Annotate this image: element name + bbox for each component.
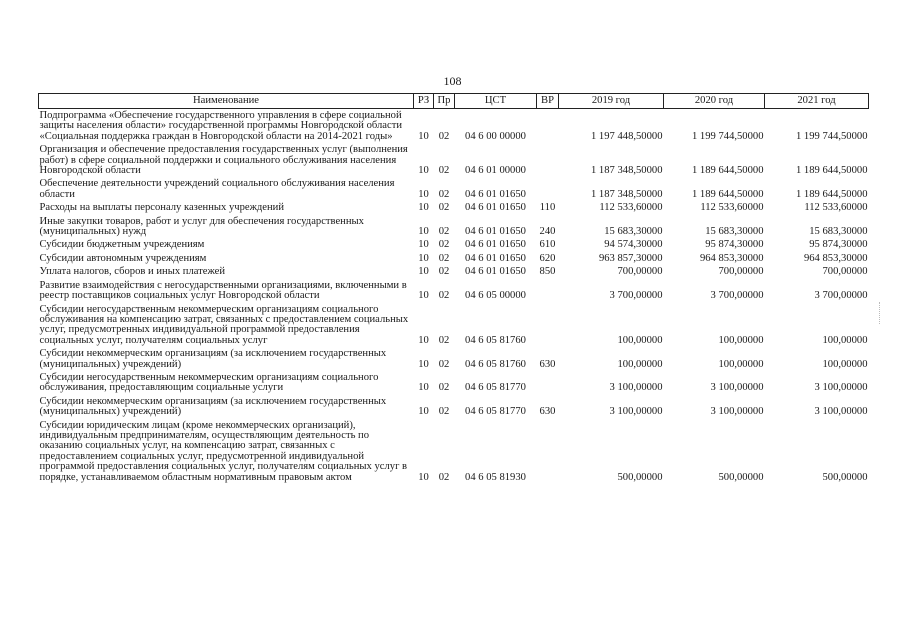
table-row [39, 143, 869, 177]
row-value-2019: 963 857,30000 [598, 252, 663, 264]
row-cst: 04 6 01 01650 [465, 266, 526, 278]
row-name: Субсидии юридическим лицам (кроме некоммерческих организаций), индивидуальным предпринимателям, осуществляющим деятельность по оказанию социальных услуг, на компенсацию затрат, связанных с предоставлением социальных услуг, предусмотренной индивидуальной программой предоставления социальных услуг, получателям социальных услуг в порядке, устанавливаемом областным нормативным правовым актом [39, 419, 408, 483]
row-value-2020: 112 533,60000 [700, 202, 764, 214]
row-pr: 02 [438, 165, 450, 177]
row-name: Субсидии некоммерческим организациям (за исключением государственных (муниципальных) учреждений) [39, 348, 387, 370]
row-cst: 04 6 01 01650 [465, 188, 526, 200]
row-pr: 02 [438, 239, 450, 251]
table-body [39, 109, 869, 485]
row-rz: 10 [418, 471, 429, 483]
row-cst: 04 6 05 81760 [465, 334, 526, 346]
row-cst: 04 6 05 81770 [465, 406, 526, 418]
row-pr: 02 [438, 130, 450, 142]
scan-artifact [879, 302, 882, 324]
row-name: Подпрограмма «Обеспечение государственного управления в сфере социальной защиты населения области» государственной программы Новгородской области «Социальная поддержка граждан в Новгородской области на 2014-2021 годы» [39, 110, 402, 142]
row-pr: 02 [438, 226, 450, 238]
row-value-2020: 700,00000 [718, 266, 764, 278]
row-pr: 02 [438, 406, 450, 418]
table-row [39, 252, 869, 265]
row-value-2019: 15 683,30000 [604, 226, 663, 238]
row-value-2020: 3 100,00000 [710, 382, 764, 394]
row-rz: 10 [418, 252, 429, 264]
row-rz: 10 [418, 358, 429, 370]
row-pr: 02 [438, 252, 450, 264]
table-row [39, 395, 869, 419]
row-pr: 02 [438, 334, 450, 346]
row-value-2021: 15 683,30000 [809, 226, 868, 238]
row-value-2019: 700,00000 [617, 266, 663, 278]
row-vr [537, 143, 559, 177]
row-rz: 10 [418, 290, 429, 302]
row-vr: 850 [539, 266, 556, 278]
row-value-2021: 95 874,30000 [809, 239, 868, 251]
table-row [39, 215, 869, 239]
row-rz: 10 [418, 334, 429, 346]
row-rz: 10 [418, 226, 429, 238]
row-value-2019: 1 197 448,50000 [590, 130, 663, 142]
row-value-2020: 15 683,30000 [705, 226, 764, 238]
row-vr [537, 177, 559, 201]
table-row [39, 347, 869, 371]
row-value-2021: 100,00000 [822, 358, 868, 370]
row-rz: 10 [418, 406, 429, 418]
row-vr [537, 371, 559, 395]
row-value-2019: 100,00000 [617, 358, 663, 370]
row-name: Субсидии автономным учреждениям [39, 252, 207, 264]
header-name: Наименование [39, 94, 414, 109]
table-row [39, 279, 869, 303]
row-value-2020: 3 700,00000 [710, 290, 764, 302]
row-value-2021: 1 189 644,50000 [795, 165, 868, 177]
row-name: Расходы на выплаты персоналу казенных учреждений [39, 202, 284, 214]
row-value-2020: 1 189 644,50000 [691, 165, 764, 177]
row-value-2021: 500,00000 [822, 471, 868, 483]
row-vr: 630 [539, 358, 556, 370]
row-value-2020: 1 189 644,50000 [691, 188, 764, 200]
row-value-2021: 700,00000 [822, 266, 868, 278]
row-cst: 04 6 01 00000 [465, 165, 526, 177]
row-name: Уплата налогов, сборов и иных платежей [39, 266, 226, 278]
row-vr [537, 303, 559, 348]
row-pr: 02 [438, 290, 450, 302]
row-value-2019: 112 533,60000 [599, 202, 663, 214]
row-value-2019: 3 700,00000 [609, 290, 663, 302]
row-name: Организация и обеспечение предоставления государственных услуг (выполнения работ) в сфере социальной поддержки и социального обслуживания населения Новгородской области [39, 144, 408, 177]
row-pr: 02 [438, 471, 450, 483]
table-row [39, 109, 869, 144]
row-value-2021: 1 189 644,50000 [795, 188, 868, 200]
row-value-2021: 112 533,60000 [804, 202, 868, 214]
row-cst: 04 6 05 00000 [465, 290, 526, 302]
row-name: Развитие взаимодействия с негосударственными организациями, включенными в реестр поставщиков социальных услуг Новгородской области [39, 279, 407, 302]
row-value-2021: 3 700,00000 [814, 290, 868, 302]
row-name: Иные закупки товаров, работ и услуг для обеспечения государственных (муниципальных) нужд [39, 215, 364, 238]
header-2019: 2019 год [559, 94, 664, 109]
row-vr: 240 [539, 226, 556, 238]
row-value-2019: 100,00000 [617, 334, 663, 346]
table-row [39, 371, 869, 395]
row-vr [537, 279, 559, 303]
row-value-2020: 1 199 744,50000 [691, 130, 764, 142]
header-pr: Пр [434, 94, 455, 109]
row-value-2019: 3 100,00000 [609, 382, 663, 394]
header-cst: ЦСТ [455, 94, 537, 109]
row-cst: 04 6 01 01650 [465, 252, 526, 264]
row-rz: 10 [418, 382, 429, 394]
row-rz: 10 [418, 130, 429, 142]
row-cst: 04 6 05 81770 [465, 382, 526, 394]
row-rz: 10 [418, 202, 429, 214]
table-row [39, 177, 869, 201]
row-value-2019: 500,00000 [617, 471, 663, 483]
row-cst: 04 6 01 01650 [465, 226, 526, 238]
row-value-2021: 3 100,00000 [814, 382, 868, 394]
row-value-2020: 3 100,00000 [710, 406, 764, 418]
row-rz: 10 [418, 266, 429, 278]
row-cst: 04 6 05 81760 [465, 358, 526, 370]
row-value-2020: 95 874,30000 [705, 239, 764, 251]
row-vr: 110 [539, 202, 556, 214]
row-pr: 02 [438, 188, 450, 200]
row-rz: 10 [418, 239, 429, 251]
row-value-2021: 3 100,00000 [814, 406, 868, 418]
row-value-2020: 100,00000 [718, 358, 764, 370]
row-cst: 04 6 01 01650 [465, 202, 526, 214]
header-rz: РЗ [414, 94, 434, 109]
row-value-2019: 94 574,30000 [604, 239, 663, 251]
row-value-2021: 100,00000 [822, 334, 868, 346]
row-vr [537, 109, 559, 144]
table-row [39, 419, 869, 484]
row-vr: 610 [539, 239, 556, 251]
row-value-2019: 1 187 348,50000 [590, 165, 663, 177]
table-header-row [39, 94, 869, 109]
row-pr: 02 [438, 202, 450, 214]
row-name: Обеспечение деятельности учреждений социального обслуживания населения области [39, 178, 395, 200]
row-rz: 10 [418, 165, 429, 177]
row-value-2020: 500,00000 [718, 471, 764, 483]
row-cst: 04 6 05 81930 [465, 471, 526, 483]
header-vr: ВР [537, 94, 559, 109]
row-value-2019: 1 187 348,50000 [590, 188, 663, 200]
table-row [39, 265, 869, 278]
row-pr: 02 [438, 358, 450, 370]
row-vr [537, 419, 559, 484]
row-vr: 630 [539, 406, 556, 418]
header-2021: 2021 год [765, 94, 869, 109]
row-cst: 04 6 01 01650 [465, 239, 526, 251]
page-number: 108 [443, 74, 462, 88]
row-pr: 02 [438, 266, 450, 278]
row-vr: 620 [539, 252, 556, 264]
row-value-2021: 1 199 744,50000 [795, 130, 868, 142]
table-row [39, 238, 869, 251]
row-value-2020: 100,00000 [718, 334, 764, 346]
row-cst: 04 6 00 00000 [465, 130, 526, 142]
header-2020: 2020 год [664, 94, 765, 109]
row-name: Субсидии негосударственным некоммерческим организациям социального обслуживания на компенсацию затрат, связанных с предоставлением социальных услуг, предусмотренных индивидуальной программой предоставления социальных услуг, получателям социальных услуг [39, 303, 409, 346]
row-value-2019: 3 100,00000 [609, 406, 663, 418]
row-value-2021: 964 853,30000 [803, 252, 868, 264]
row-rz: 10 [418, 188, 429, 200]
row-name: Субсидии негосударственным некоммерческим организациям социального обслуживания, предоставляющим социальные услуги [39, 371, 379, 394]
row-name: Субсидии некоммерческим организациям (за исключением государственных (муниципальных) учреждений) [39, 395, 387, 418]
budget-table [38, 93, 869, 484]
table-row [39, 201, 869, 214]
table-row [39, 303, 869, 348]
row-value-2020: 964 853,30000 [699, 252, 764, 264]
row-name: Субсидии бюджетным учреждениям [39, 239, 205, 251]
row-pr: 02 [438, 382, 450, 394]
